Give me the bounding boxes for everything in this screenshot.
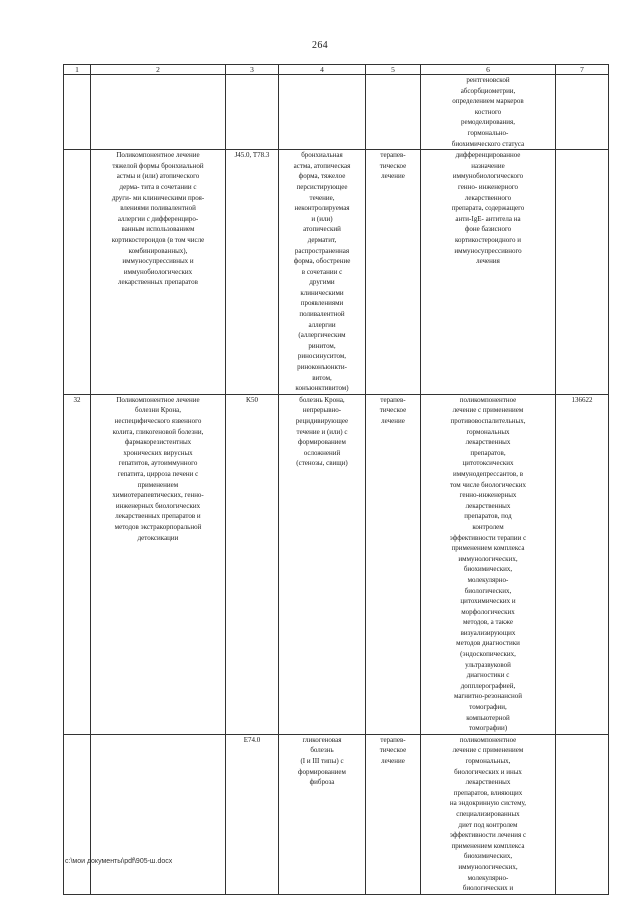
cost-cell [556,394,609,734]
treatment-method-cell [421,75,556,150]
column-number-5: 5 [366,65,421,75]
cost-cell [556,734,609,894]
treatment-method-cell [421,150,556,395]
patient-model-cell [279,734,366,894]
treatment-type: терапев- тическое лечение [379,151,407,181]
icd-codes-cell [226,734,279,894]
cost-cell [556,150,609,395]
treatment-name-cell [91,75,226,150]
icd-codes-cell [226,75,279,150]
column-number-row [64,65,609,75]
treatment-type-cell [366,75,421,150]
column-number-4: 4 [279,65,366,75]
treatment-type: терапев- тическое лечение [379,395,407,425]
row-number-cell [64,75,91,150]
treatment-type-cell [366,394,421,734]
patient-model-cell [279,150,366,395]
treatment-table [63,64,609,895]
treatment-name: Поликомпонентное лечение тяжелой формы бронхиальной астмы и (или) атопического дерма- тита в сочетании с други- ми клиническими проя- влениями поливалентной аллергии с дифференциро- ванным использованием кортикостероидов (в том числе комбинированных), иммуносупрессивных и иммунобиологических лекарственных препаратов [111,151,205,287]
treatment-type: терапев- тическое лечение [379,735,407,765]
row-number-cell [64,734,91,894]
column-number-3: 3 [226,65,279,75]
treatment-type-cell [366,150,421,395]
row-number-cell [64,150,91,395]
treatment-method-cell [421,394,556,734]
table-row [64,734,609,894]
column-number-7: 7 [556,65,609,75]
treatment-method: дифференцированное назначение иммунобиологического генно- инженерного лекарственного препарата, содержащего анти-IgE- антитела на фоне базисного кортикостероидного и иммуносупрессивного лечения [451,151,525,266]
page-number: 264 [312,40,328,51]
column-number-1: 1 [64,65,91,75]
icd-codes: E74.0 [243,735,261,744]
patient-model-cell [279,75,366,150]
patient-model: болезнь Крона, непрерывно- рецидивирующее течение и (или) с формированием осложнений (стенозы, свищи) [295,395,349,468]
treatment-method: поликомпонентное лечение с применением противовоспалительных, гормональных лекарственных препаратов, цитотоксических иммунодепрессантов, в том числе биологических генно-инженерных лекарственных препаратов, под контролем эффективности терапии с применением комплекса иммунологических, биохимических, молекулярно- биологических, цитохимических и морфологических методов, а также визуализирующих методов диагностики (эндоскопических, ультразвуковой диагностики с допплерографией, магнитно-резонансной томографии, компьютерной томографии) [449,395,527,733]
table-row [64,75,609,150]
table-row [64,394,609,734]
row-number-cell [64,394,91,734]
row-number: 32 [73,395,81,404]
icd-codes: J45.0, T78.3 [234,151,270,160]
treatment-name-cell [91,734,226,894]
treatment-method: поликомпонентное лечение с применением гормональных, биологических и иных лекарственных препаратов, влияющих на эндокринную систему, специализированных диет под контролем эффективности лечения с применением комплекса биохимических, иммунологических, молекулярно- биологических и [449,735,527,893]
treatment-method-cell [421,734,556,894]
treatment-name-cell [91,150,226,395]
patient-model: гликогеновая болезнь (I и III типы) с формированием фиброза [298,735,346,787]
table-row [64,150,609,395]
icd-codes-cell [226,150,279,395]
patient-model-cell [279,394,366,734]
treatment-name: Поликомпонентное лечение болезни Крона, неспецифического язвенного колита, гликогеновой болезни, фармакорезистентных хронических вирусных гепатитов, аутоиммунного гепатита, цирроза печени с применением химиотерапевтических, генно- инженерных биологических лекарственных препаратов и методов экстракорпоральной детоксикации [112,395,204,542]
treatment-method: рентгеновской абсорбциометрии, определением маркеров костного ремоделирования, гормонально- биохимического статуса [451,76,525,148]
patient-model: бронхиальная астма, атопическая форма, тяжелое персистирующее течение, неконтролируемая и (или) атопический дерматит, распространенная форма, обострение в сочетании с другими клиническими проявлениями поливалентной аллергии (аллергическим ринитом, риносинуситом, риноконъюнкти- витом, конъюнктивитом) [293,151,351,393]
treatment-type-cell [366,734,421,894]
footer-file-path: c:\мои документы\pdf\905-ш.docx [65,858,173,865]
cost-value: 136622 [571,395,593,404]
cost-cell [556,75,609,150]
icd-codes: K50 [245,395,259,404]
column-number-6: 6 [421,65,556,75]
treatment-name-cell [91,394,226,734]
column-number-2: 2 [91,65,226,75]
icd-codes-cell [226,394,279,734]
